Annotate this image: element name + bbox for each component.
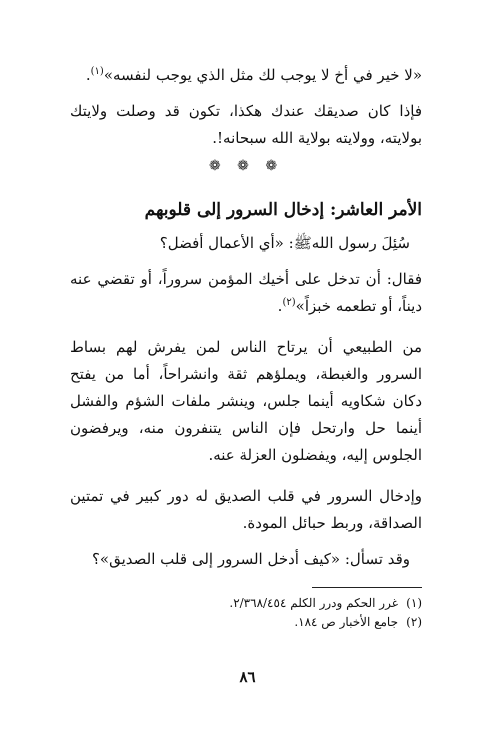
paragraph-1: فإذا كان صديقك عندك هكذا، تكون قد وصلت ولايتك بولايته، وولايته بولاية الله سبحانه!.: [70, 102, 422, 147]
hadith-answer: فقال: أن تدخل على أخيك المؤمن سروراً، أو تقضي عنه ديناً، أو تطعمه خبزاً»: [70, 270, 422, 315]
footnote: [70, 613, 422, 632]
hadith-intro: سُئِلَ رسول اللهﷺ: «أي الأعمال أفضل؟: [159, 234, 410, 252]
paragraph-2: من الطبيعي أن يرتاح الناس لمن يفرش لهم بساط السرور والغبطة، ويملؤهم ثقة وانشراحاً، أما من يفتح دكان شكاويه أينما جلس، وينشر ملفات الشؤم والفشل أينما حل وارتحل فإن الناس يتنفرون منه، ويرفضون الجلوس إليه، ويفضلون العزلة عنه.: [70, 338, 422, 464]
page-body: [70, 62, 422, 632]
quote-paragraph: «لا خير في أخ لا يوجب لك مثل الذي يوجب لنفسه»$^{(١)}$.: [85, 66, 422, 84]
section-heading: الأمر العاشر: إدخال السرور إلى قلوبهم: [144, 200, 422, 220]
footnote: [70, 594, 422, 613]
ornament-divider: ❁ ❁ ❁: [208, 158, 284, 174]
paragraph-3: وإدخال السرور في قلب الصديق له دور كبير في تمتين الصداقة، وربط حبائل المودة.: [70, 487, 422, 532]
footnote-separator: [312, 587, 422, 588]
hadith-answer-paragraph: فقال: أن تدخل على أخيك المؤمن سروراً، أو تقضي عنه ديناً، أو تطعمه خبزاً»$^{(٢)}$.: [70, 270, 422, 315]
quote-text: «لا خير في أخ لا يوجب لك مثل الذي يوجب لنفسه»: [103, 66, 422, 84]
footnote-ref-1[interactable]: (١): [90, 66, 104, 77]
page-number: ٨٦: [239, 668, 256, 686]
footnote-text: جامع الأخبار ص ١٨٤.: [294, 615, 398, 629]
footnote-number: (١): [406, 596, 422, 610]
footnote-number: (٢): [406, 615, 422, 629]
footnote-ref-2[interactable]: (٢): [282, 297, 296, 308]
question-line: وقد تسأل: «كيف أدخل السرور إلى قلب الصديق»؟: [91, 550, 410, 568]
footnote-text: غرر الحكم ودرر الكلم ٢/٣٦٨/٤٥٤.: [229, 596, 398, 610]
